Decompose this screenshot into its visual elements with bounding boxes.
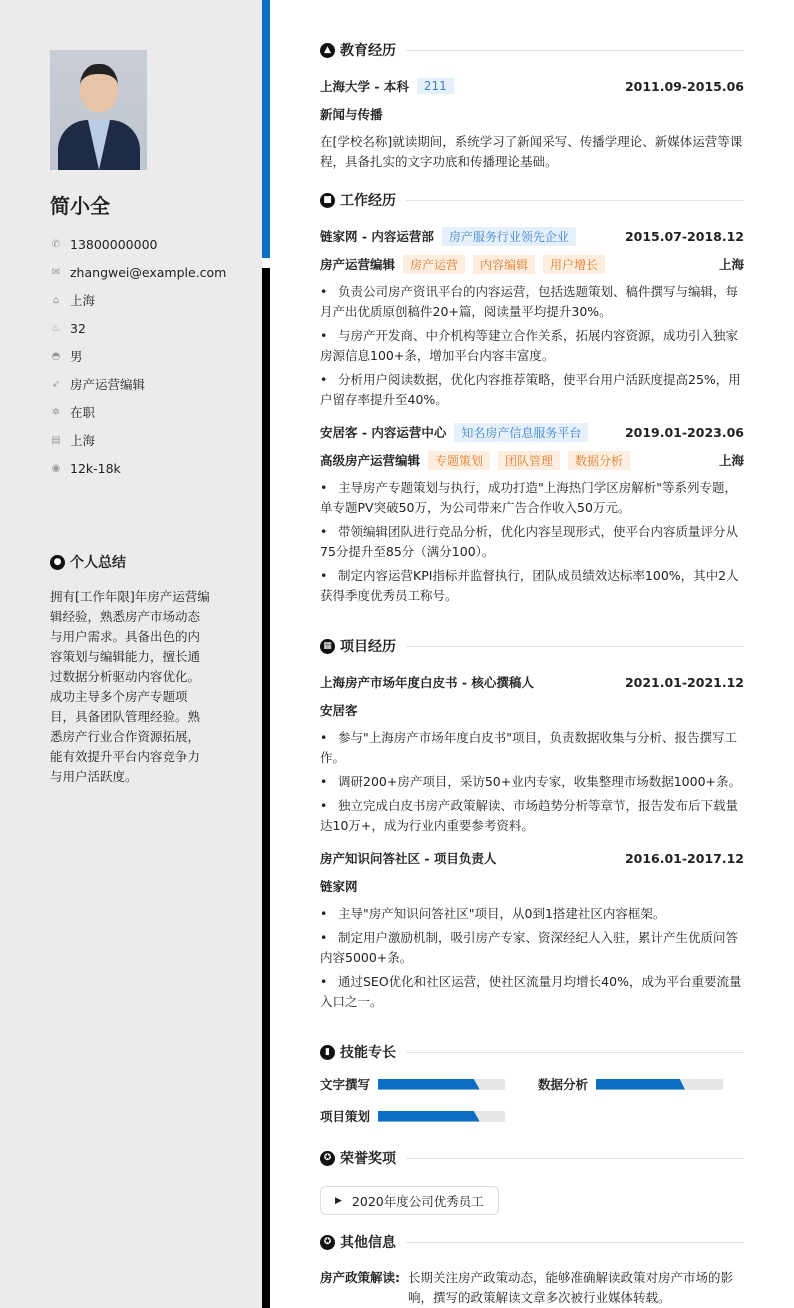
contact-item	[50, 230, 226, 258]
other-text: 长期关注房产政策动态，能够准确解读政策对房产市场的影响，撰写的政策解读文章多次被行业媒体转载。	[408, 1270, 734, 1305]
bullet-list	[320, 478, 744, 606]
status-icon: ✲	[51, 406, 61, 418]
project-header	[320, 844, 744, 872]
education-row	[320, 72, 744, 100]
job-date: 2015.07-2018.12	[624, 228, 744, 244]
contact-value: 13800000000	[70, 236, 158, 252]
bullets	[320, 282, 744, 410]
project-org: 链家网	[320, 879, 358, 894]
bullet-list	[320, 282, 744, 410]
bullet-list	[320, 904, 744, 1012]
skill-bar-fill	[378, 1111, 480, 1122]
projects-section	[320, 636, 744, 1016]
section-title: 荣誉奖项	[340, 1151, 396, 1167]
bullet-item: • 主导"房产知识问答社区"项目，从0到1搭建社区内容框架。	[320, 904, 744, 924]
skill-tag: 数据分析	[568, 451, 630, 470]
education-desc: 在[学校名称]就读期间，系统学习了新闻采写、传播学理论、新媒体运营等课程，具备扎实的文字功底和传播理论基础。	[320, 134, 743, 169]
bar-chart-icon: ▮	[320, 1045, 335, 1060]
job-role-row	[320, 250, 744, 278]
section-title: 工作经历	[340, 193, 396, 209]
skill-bar	[378, 1079, 505, 1090]
section-heading	[320, 1232, 744, 1252]
skill-name: 文字撰写	[320, 1077, 371, 1092]
heading-rule	[406, 646, 744, 647]
skill-tag: 团队管理	[498, 451, 560, 470]
heading-rule	[406, 1158, 744, 1159]
section-title: 其他信息	[340, 1235, 396, 1251]
briefcase-icon: ■	[320, 193, 335, 208]
skill-item	[538, 1074, 744, 1094]
award-label: 2020年度公司优秀员工	[351, 1193, 484, 1209]
skill-tag: 专题策划	[428, 451, 490, 470]
contact-item	[50, 286, 226, 314]
phone-icon: ✆	[51, 238, 61, 250]
skill-tag: 用户增长	[543, 255, 605, 274]
skills-section	[320, 1042, 744, 1126]
building-icon: ▤	[51, 434, 61, 446]
project-name: 上海房产市场年度白皮书 - 核心撰稿人	[320, 675, 534, 690]
other-section	[320, 1232, 744, 1308]
contact-item	[50, 398, 226, 426]
contact-value: 房产运营编辑	[70, 377, 146, 392]
bullet-item: • 独立完成白皮书房产政策解读、市场趋势分析等章节，报告发布后下载量达10万+，成为行业内重要参考资料。	[320, 796, 744, 836]
skill-tag: 房产运营	[403, 255, 465, 274]
bullet-item: • 制定用户激励机制，吸引房产专家、资深经纪人入驻，累计产生优质问答内容5000+条。	[320, 928, 744, 968]
section-title: 技能专长	[340, 1045, 396, 1061]
awards-section	[320, 1148, 744, 1215]
project-date: 2021.01-2021.12	[624, 674, 744, 690]
bullets	[320, 478, 744, 606]
section-heading	[320, 190, 744, 210]
company-tag: 房产服务行业领先企业	[442, 227, 576, 246]
project-header	[320, 668, 744, 696]
major: 新闻与传播	[320, 107, 383, 122]
project-name: 房产知识问答社区 - 项目负责人	[320, 851, 497, 866]
triangle-right-icon: ▶	[335, 1195, 342, 1206]
section-heading	[320, 40, 744, 60]
bullet-item: • 调研200+房产项目，采访50+业内专家，收集整理市场数据1000+条。	[320, 772, 744, 792]
skill-item	[320, 1106, 538, 1126]
bullet-item: • 带领编辑团队进行竞品分析，优化内容呈现形式，使平台内容质量评分从75分提升至85分（满分100）。	[320, 522, 744, 562]
job-role: 高级房产运营编辑	[320, 453, 421, 468]
job-header	[320, 222, 744, 250]
mail-icon: ✉	[51, 266, 61, 278]
company-name: 安居客 - 内容运营中心	[320, 425, 447, 440]
job-city: 上海	[718, 453, 744, 468]
contact-value: 上海	[70, 433, 96, 448]
cake-icon: ♨	[51, 322, 61, 334]
job-role: 房产运营编辑	[320, 257, 396, 272]
contact-item	[50, 454, 226, 482]
bullet-list	[320, 728, 744, 836]
summary-title: 个人总结	[70, 555, 126, 571]
work-section	[320, 190, 744, 610]
company-tag: 知名房产信息服务平台	[454, 423, 588, 442]
education-section	[320, 40, 744, 172]
company-name: 链家网 - 内容运营部	[320, 229, 434, 244]
contact-value: zhangwei@example.com	[70, 264, 227, 280]
education-date: 2011.09-2015.06	[624, 78, 744, 94]
contact-value: 男	[70, 349, 83, 364]
skill-name: 项目策划	[320, 1109, 371, 1124]
skills-grid	[320, 1074, 744, 1126]
bullet-item: • 制定内容运营KPI指标并监督执行，团队成员绩效达标率100%，其中2人获得季度优秀员工称号。	[320, 566, 744, 606]
avatar-photo	[50, 50, 147, 170]
bullet-item: • 与房产开发商、中介机构等建立合作关系，拓展内容资源，成功引入独家房源信息100+条，增加平台内容丰富度。	[320, 326, 744, 366]
home-icon: ⌂	[52, 294, 60, 306]
job-header	[320, 418, 744, 446]
candidate-name: 简小全	[50, 194, 110, 218]
contact-value: 32	[70, 320, 86, 336]
bullets	[320, 904, 744, 1012]
bullet-item: • 通过SEO优化和社区运营，使社区流量月均增长40%，成为平台重要流量入口之一。	[320, 972, 744, 1012]
heading-rule	[406, 200, 744, 201]
school-tag: 211	[417, 78, 454, 94]
heading-rule	[406, 1052, 744, 1053]
bullet-item: • 分析用户阅读数据，优化内容推荐策略，使平台用户活跃度提高25%，用户留存率提升至40%。	[320, 370, 744, 410]
school-name: 上海大学 - 本科	[320, 79, 409, 94]
bullet-item: • 主导房产专题策划与执行，成功打造"上海热门学区房解析"等系列专题，单专题PV突破50万，为公司带来广告合作收入50万元。	[320, 478, 744, 518]
section-heading	[320, 1148, 744, 1168]
award-item[interactable]	[320, 1186, 499, 1215]
other-item	[320, 1268, 744, 1308]
other-label: 房产政策解读:	[320, 1270, 400, 1285]
section-heading	[320, 1042, 744, 1062]
award-icon: ✪	[320, 1151, 335, 1166]
bullet-item: • 参与"上海房产市场年度白皮书"项目，负责数据收集与分析、报告撰写工作。	[320, 728, 744, 768]
contact-item	[50, 342, 226, 370]
contact-item	[50, 258, 226, 286]
skill-item	[320, 1074, 538, 1094]
bullet-item: • 负责公司房产资讯平台的内容运营，包括选题策划、稿件撰写与编辑，每月产出优质原创稿件20+篇，阅读量平均提升30%。	[320, 282, 744, 322]
contact-item	[50, 314, 226, 342]
skill-bar	[596, 1079, 723, 1090]
contact-item	[50, 426, 226, 454]
project-org: 安居客	[320, 703, 358, 718]
accent-stripe	[262, 0, 270, 258]
send-icon: ➶	[51, 378, 61, 390]
gender-icon: ◓	[51, 350, 61, 362]
contact-item	[50, 370, 226, 398]
bullets	[320, 728, 744, 836]
sidebar	[0, 0, 262, 1308]
contact-value: 在职	[70, 405, 96, 420]
user-icon: ●	[50, 555, 65, 570]
salary-icon: ◉	[51, 462, 61, 474]
summary-text: 拥有[工作年限]年房产运营编辑经验，熟悉房产市场动态与用户需求。具备出色的内容策划与编辑能力，擅长通过数据分析驱动内容优化。成功主导多个房产专题项目，具备团队管理经验。熟悉房产行业合作资源拓展，能有效提升平台内容竞争力与用户活跃度。	[50, 589, 210, 784]
job-date: 2019.01-2023.06	[624, 424, 744, 440]
section-title: 教育经历	[340, 43, 396, 59]
skill-bar	[378, 1111, 505, 1122]
skill-bar-fill	[378, 1079, 480, 1090]
info-icon: ✪	[320, 1235, 335, 1250]
section-title: 项目经历	[340, 639, 396, 655]
contact-list	[50, 230, 226, 482]
graduation-cap-icon: ▲	[320, 43, 335, 58]
skill-name: 数据分析	[538, 1077, 589, 1092]
section-heading	[320, 636, 744, 656]
job-role-row	[320, 446, 744, 474]
heading-rule	[406, 50, 744, 51]
job-city: 上海	[718, 257, 744, 272]
divider-stripe	[262, 268, 270, 1308]
heading-rule	[406, 1242, 744, 1243]
skill-bar-fill	[596, 1079, 685, 1090]
project-date: 2016.01-2017.12	[624, 850, 744, 866]
grid-icon: ▦	[320, 639, 335, 654]
contact-value: 上海	[70, 293, 96, 308]
summary-heading	[50, 552, 126, 572]
skill-tag: 内容编辑	[473, 255, 535, 274]
contact-value: 12k-18k	[70, 460, 121, 476]
